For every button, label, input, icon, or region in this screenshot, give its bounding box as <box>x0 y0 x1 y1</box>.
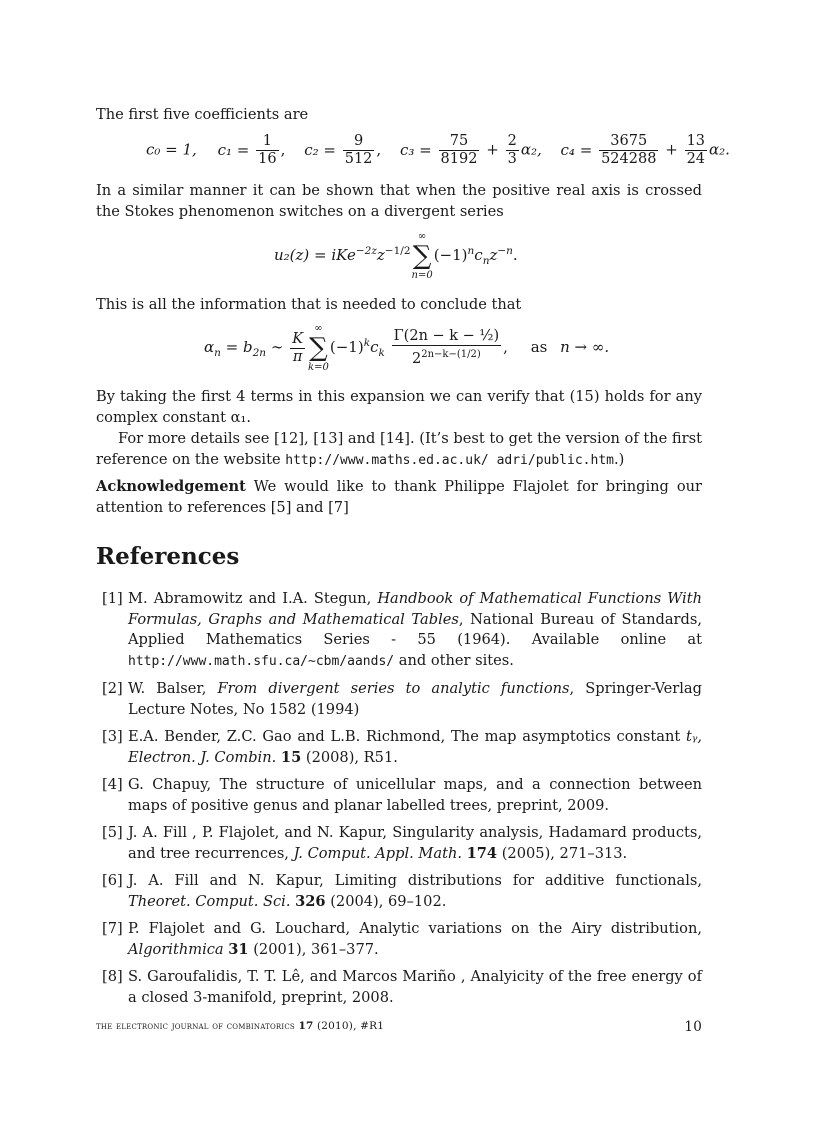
reference-link[interactable]: http://www.math.sfu.ca/∼cbm/aands/ <box>128 653 395 669</box>
reference-item: [6] J. A. Fill and N. Kapur, Limiting distributions for additive functionals, Theoret. Comput. Sci. 326 (2004), 69–102. <box>102 872 702 910</box>
journal-issue: (2010), #R1 <box>313 1020 385 1032</box>
sum-operator-k: ∞ ∑ k=0 <box>308 323 329 373</box>
reference-list <box>96 589 702 1015</box>
reference-item: [2] W. Balser, From divergent series to analytic functions, Springer-Verlag Lecture Notes, No 1582 (1994) <box>102 680 702 718</box>
c4-lhs: c₄ = <box>560 140 593 159</box>
journal-volume: 17 <box>298 1020 314 1032</box>
c1-lhs: c₁ = <box>217 140 250 159</box>
page-number: 10 <box>684 1019 702 1035</box>
journal-name: the electronic journal of combinatorics <box>96 1020 295 1032</box>
sum-operator: ∞ ∑ n=0 <box>411 231 433 281</box>
website-link[interactable]: http://www.maths.ed.ac.uk/ adri/public.htm <box>285 453 614 468</box>
intro-text: The first five coefficients are <box>96 106 309 123</box>
u2-equation: $u_2(z) = iKe^{-2z}z^{-1/2}$ ∞ ∑ n=0 $(-1)^nc_nz^{-n}$. <box>274 231 518 281</box>
c3-fraction: $\frac{75}{8192}$ <box>440 133 478 167</box>
c1-fraction: $\frac{1}{16}$ <box>258 133 277 167</box>
paragraph-stokes: In a similar manner it can be shown that when the positive real axis is crossed the Stokes phenomenon switches on a divergent series <box>96 182 702 220</box>
k-over-pi: $\frac{K}{\pi}$ <box>292 330 304 365</box>
acknowledgement: Acknowledgement We would like to thank Philippe Flajolet for bringing our attention to references [5] and [7] <box>96 478 702 516</box>
alpha-equation: $\alpha_n = b_{2n}$ ∼ $\frac{K}{\pi}$ ∞ ∑ k=0 $(-1)^kc_k$ $\frac{\text{Γ(2n − k − ½)}}{2^{2n-k-(1/2)}}$ , as n → ∞. <box>204 323 610 373</box>
c4-fraction: $\frac{3675}{524288}$ <box>601 133 657 167</box>
c3-fraction-2: $\frac{2}{3}$ <box>507 133 517 167</box>
reference-item: [3] E.A. Bender, Z.C. Gao and L.B. Richmond, The map asymptotics constant tᵧ, Electron. J. Combin. 15 (2008), R51. <box>102 728 702 766</box>
paragraph-conclude: This is all the information that is needed to conclude that <box>96 296 522 313</box>
gamma-fraction: $\frac{\text{Γ(2n − k − ½)}}{2^{2n-k-(1/2)}}$ <box>393 328 500 367</box>
reference-item: [1] M. Abramowitz and I.A. Stegun, Handbook of Mathematical Functions With Formulas, Graphs and Mathematical Tables, National Bureau of Standards, Applied Mathematics Series - 55 (1964). Available online at http://www.math.sfu.ca/∼cbm/aands/ and other sites. <box>102 590 702 669</box>
c2-lhs: c₂ = <box>304 140 336 159</box>
paragraph-details: For more details see [12], [13] and [14]. (It’s best to get the version of the first reference on the website http://www.maths.ed.ac.uk/ adri/public.htm.) <box>96 430 702 468</box>
reference-item: [4] G. Chapuy, The structure of unicellular maps, and a connection between maps of positive genus and planar labelled trees, preprint, 2009. <box>102 776 702 814</box>
reference-item: [8] S. Garoufalidis, T. T. Lê, and Marcos Mariño , Analyicity of the free energy of a closed 3-manifold, preprint, 2008. <box>102 968 702 1006</box>
references-heading: References <box>96 543 240 570</box>
c4-fraction-2: $\frac{13}{24}$ <box>686 133 706 167</box>
c0: c₀ = 1, <box>146 140 197 159</box>
paragraph-expansion: By taking the first 4 terms in this expansion we can verify that (15) holds for any complex constant α₁. <box>96 388 702 426</box>
c3-lhs: c₃ = <box>399 140 432 159</box>
c2-fraction: $\frac{9}{512}$ <box>344 133 373 167</box>
reference-item: [7] P. Flajolet and G. Louchard, Analytic variations on the Airy distribution, Algorithmica 31 (2001), 361–377. <box>102 920 702 958</box>
reference-item: [5] J. A. Fill , P. Flajolet, and N. Kapur, Singularity analysis, Hadamard products, and tree recurrences, J. Comput. Appl. Math. 174 (2005), 271–313. <box>102 824 702 862</box>
coefficients-equation: c₀ = 1, c₁ = $\frac{1}{16}$ , c₂ = $\frac{9}{512}$ , c₃ = $\frac{75}{8192}$ + $\frac{2}{3}$ α₂, c₄ = $\frac{3675}{524288}$ + $\frac{13}{24}$ α₂. <box>146 133 730 167</box>
page-footer <box>96 1019 702 1035</box>
